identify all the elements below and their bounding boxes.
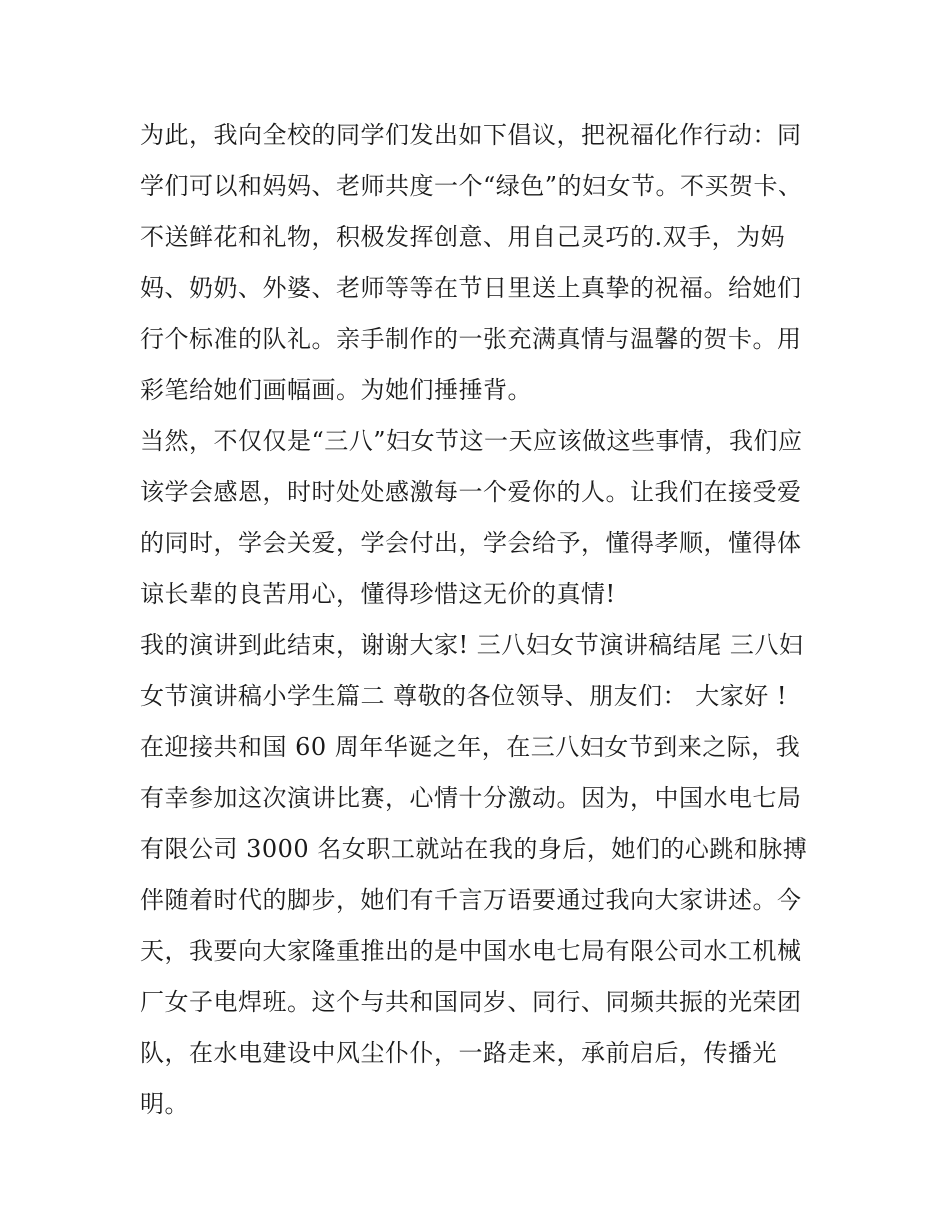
text-line: 队，在水电建设中风尘仆仆，一路走来，承前启后，传播光 <box>140 1039 777 1067</box>
text-line: 伴随着时代的脚步，她们有千言万语要通过我向大家讲述。今 <box>140 886 802 914</box>
text-line: 妈、奶奶、外婆、老师等等在节日里送上真挚的祝福。给她们 <box>140 274 802 302</box>
text-line: 该学会感恩，时时处处感激每一个爱你的人。让我们在接受爱 <box>140 478 802 506</box>
text-line: 天，我要向大家隆重推出的是中国水电七局有限公司水工机械 <box>140 937 802 965</box>
text-line: 为此，我向全校的同学们发出如下倡议，把祝福化作行动：同 <box>140 121 802 149</box>
text-line: 厂女子电焊班。这个与共和国同岁、同行、同频共振的光荣团 <box>140 988 802 1016</box>
text-line: 在迎接共和国 60 周年华诞之年，在三八妇女节到来之际，我 <box>140 733 801 761</box>
text-line: 有限公司 3000 名女职工就站在我的身后，她们的心跳和脉搏 <box>140 835 808 863</box>
text-line: 明。 <box>140 1090 189 1118</box>
text-line: 当然，不仅仅是“三八”妇女节这一天应该做这些事情，我们应 <box>140 427 803 455</box>
text-line: 有幸参加这次演讲比赛，心情十分激动。因为，中国水电七局 <box>140 784 802 812</box>
text-line: 谅长辈的良苦用心，懂得珍惜这无价的真情! <box>140 580 616 608</box>
text-line: 彩笔给她们画幅画。为她们捶捶背。 <box>140 376 532 404</box>
document-body <box>140 110 820 1130</box>
text-line: 女节演讲稿小学生篇二 尊敬的各位领导、朋友们： 大家好 ! <box>140 682 788 710</box>
text-line: 学们可以和妈妈、老师共度一个“绿色”的妇女节。不买贺卡、 <box>140 172 803 200</box>
text-line: 行个标准的队礼。亲手制作的一张充满真情与温馨的贺卡。用 <box>140 325 802 353</box>
text-line: 我的演讲到此结束，谢谢大家! 三八妇女节演讲稿结尾 三八妇 <box>140 631 804 659</box>
text-line: 不送鲜花和礼物，积极发挥创意、用自己灵巧的.双手，为妈 <box>140 223 786 251</box>
text-line: 的同时，学会关爱，学会付出，学会给予，懂得孝顺，懂得体 <box>140 529 802 557</box>
